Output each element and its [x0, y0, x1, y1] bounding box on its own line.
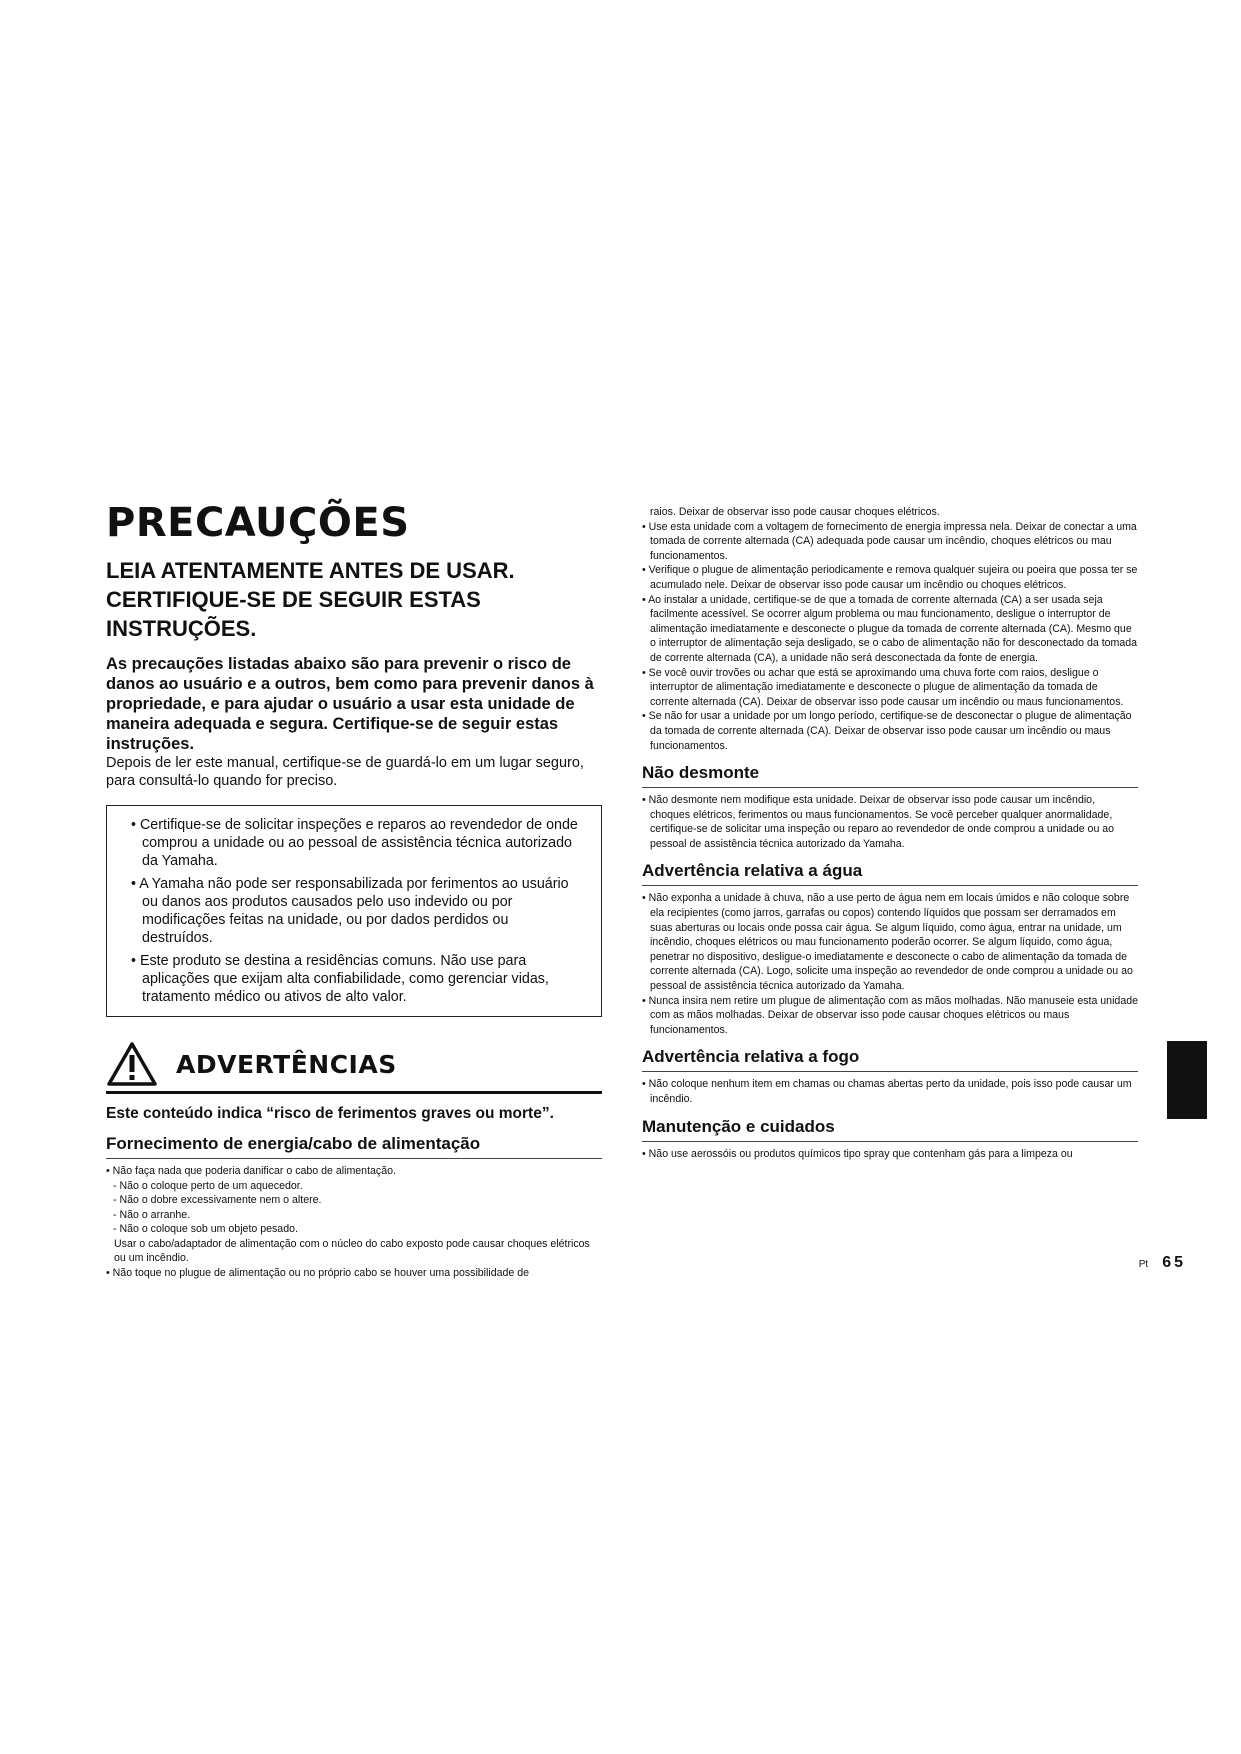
list-item: • Não coloque nenhum item em chamas ou chamas abertas perto da unidade, pois isso pode causar um incêndio. — [642, 1078, 1132, 1105]
list-item: • Se não for usar a unidade por um longo período, certifique-se de desconectar o plugue de alimentação da tomada de corrente alternada (CA). Deixar de observar isso pode causar um incêndio ou maus funcionamentos. — [642, 710, 1132, 752]
list-item: - Não o dobre excessivamente nem o altere. — [113, 1194, 322, 1206]
list-item: - Não o coloque sob um objeto pesado. — [113, 1223, 298, 1235]
notice-item: • A Yamaha não pode ser responsabilizada por ferimentos ao usuário ou danos aos produtos causados pelo uso indevido ou por modificações feitas na unidade, ou por dados perdidos ou destruídos. — [131, 876, 569, 946]
warning-title: ADVERTÊNCIAS — [176, 1049, 397, 1079]
warning-divider — [106, 1091, 602, 1094]
notice-box — [106, 805, 602, 1017]
notice-item: • Este produto se destina a residências comuns. Não use para aplicações que exijam alta confiabilidade, como gerenciar vidas, tratamento médico ou ativos de alto valor. — [131, 953, 549, 1005]
page-number: 65 — [1162, 1254, 1186, 1271]
list-item: • Nunca insira nem retire um plugue de alimentação com as mãos molhadas. Não manuseie esta unidade com as mãos molhadas. Deixar de observar isso pode causar choques elétricos ou maus funcionamentos. — [642, 994, 1138, 1036]
section-heading: Manutenção e cuidados — [642, 1117, 1138, 1142]
section-power — [106, 1134, 602, 1280]
list-item: • Não desmonte nem modifique esta unidade. Deixar de observar isso pode causar um incêndio, choques elétricos, ferimentos ou maus funcionamentos. Se você perceber qualquer anormalidade, certifique-se de solicitar uma inspeção ou reparo ao revendedor de onde comprou a unidade ou ao pessoal de assistência técnica autorizado da Yamaha. — [642, 794, 1115, 850]
list-item: • Não exponha a unidade à chuva, não a use perto de água nem em locais úmidos e não coloque sobre ela recipientes (como jarros, garrafas ou copos) contendo líquidos que possam ser derramados em suas aberturas ou locais onde possa cair água. Se algum líquido, como água, entrar na unidade, um incêndio, choques elétricos ou mau funcionamento poderão ocorrer. Se algum líquido, como água, penetrar no dispositivo, desligue-o imediatamente e desconecte o cabo de alimentação da tomada de corrente alternada (CA). Logo, solicite uma inspeção ao revendedor de onde comprou a unidade ou ao pessoal de assistência técnica autorizado da Yamaha. — [642, 892, 1133, 993]
language-code: Pt — [1138, 1259, 1149, 1270]
section-power-continued — [642, 505, 1138, 753]
page-footer — [1139, 1254, 1186, 1272]
warning-description: Este conteúdo indica “risco de ferimentos graves ou morte”. — [106, 1105, 554, 1122]
subtitle-line: INSTRUÇÕES. — [106, 616, 257, 641]
list-item: Usar o cabo/adaptador de alimentação com o núcleo do cabo exposto pode causar choques elétricos ou um incêndio. — [114, 1237, 590, 1264]
list-item: - Não o coloque perto de um aquecedor. — [113, 1179, 303, 1192]
left-column — [106, 500, 602, 1290]
section-heading: Não desmonte — [642, 763, 1138, 788]
subtitle — [106, 556, 602, 643]
list-item: • Use esta unidade com a voltagem de fornecimento de energia impressa nela. Deixar de conectar a uma tomada de corrente alternada (CA) adequada pode causar um incêndio, choques elétricos ou mau funcionamentos. — [642, 520, 1137, 562]
warning-triangle-icon — [106, 1041, 158, 1087]
right-column — [642, 505, 1138, 1171]
section-no-disassembly — [642, 763, 1138, 851]
list-item: raios. Deixar de observar isso pode causar choques elétricos. — [650, 506, 940, 518]
page-title: PRECAUÇÕES — [106, 500, 410, 546]
list-item: • Não toque no plugue de alimentação ou no próprio cabo se houver uma possibilidade de — [106, 1266, 530, 1279]
section-heading: Advertência relativa a fogo — [642, 1047, 1138, 1072]
notice-item: • Certifique-se de solicitar inspeções e reparos ao revendedor de onde comprou a unidade ou ao pessoal de assistência técnica autorizado da Yamaha. — [131, 817, 578, 869]
list-item: • Não use aerossóis ou produtos químicos tipo spray que contenham gás para a limpeza ou — [642, 1147, 1073, 1160]
section-water-warning — [642, 861, 1138, 1037]
list-item: - Não o arranhe. — [113, 1208, 191, 1221]
list-item: • Se você ouvir trovões ou achar que está se aproximando uma chuva forte com raios, desligue o interruptor de alimentação imediatamente e desconecte o plugue de alimentação da tomada de corrente alternada (CA). Deixar de observar isso pode causar um incêndio ou maus funcionamentos. — [642, 666, 1124, 708]
warning-header — [106, 1041, 602, 1087]
list-item: • Não faça nada que poderia danificar o cabo de alimentação. — [106, 1165, 396, 1177]
subtitle-line: CERTIFIQUE-SE DE SEGUIR ESTAS — [106, 587, 481, 612]
subtitle-line: LEIA ATENTAMENTE ANTES DE USAR. — [106, 558, 515, 583]
section-fire-warning — [642, 1047, 1138, 1106]
intro-bold-paragraph: As precauções listadas abaixo são para prevenir o risco de danos ao usuário e a outros, bem como para prevenir danos à propriedade, e para ajudar o usuário a usar esta unidade de maneira adequada e segura. Certifique-se de seguir estas instruções. — [106, 655, 594, 753]
section-maintenance — [642, 1117, 1138, 1162]
chapter-tab-marker — [1167, 1041, 1207, 1119]
section-heading: Advertência relativa a água — [642, 861, 1138, 886]
list-item: • Verifique o plugue de alimentação periodicamente e remova qualquer sujeira ou poeira que possa ter se acumulado nele. Deixar de observar isso pode causar um incêndio ou choques elétricos. — [642, 564, 1138, 591]
list-item: • Ao instalar a unidade, certifique-se de que a tomada de corrente alternada (CA) a ser usada seja facilmente acessível. Se ocorrer algum problema ou mau funcionamento, desligue o interruptor de alimentação imediatamente e desconecte o plugue da tomada de corrente alternada (CA). Mesmo que o interruptor de alimentação seja desligado, se o cabo de alimentação não for desconectado da tomada de corrente alternada (CA), a unidade não será desconectada da fonte de energia. — [642, 593, 1138, 664]
section-heading: Fornecimento de energia/cabo de alimentação — [106, 1134, 602, 1159]
intro-paragraph: Depois de ler este manual, certifique-se de guardá-lo em um lugar seguro, para consultá-lo quando for preciso. — [106, 755, 584, 789]
